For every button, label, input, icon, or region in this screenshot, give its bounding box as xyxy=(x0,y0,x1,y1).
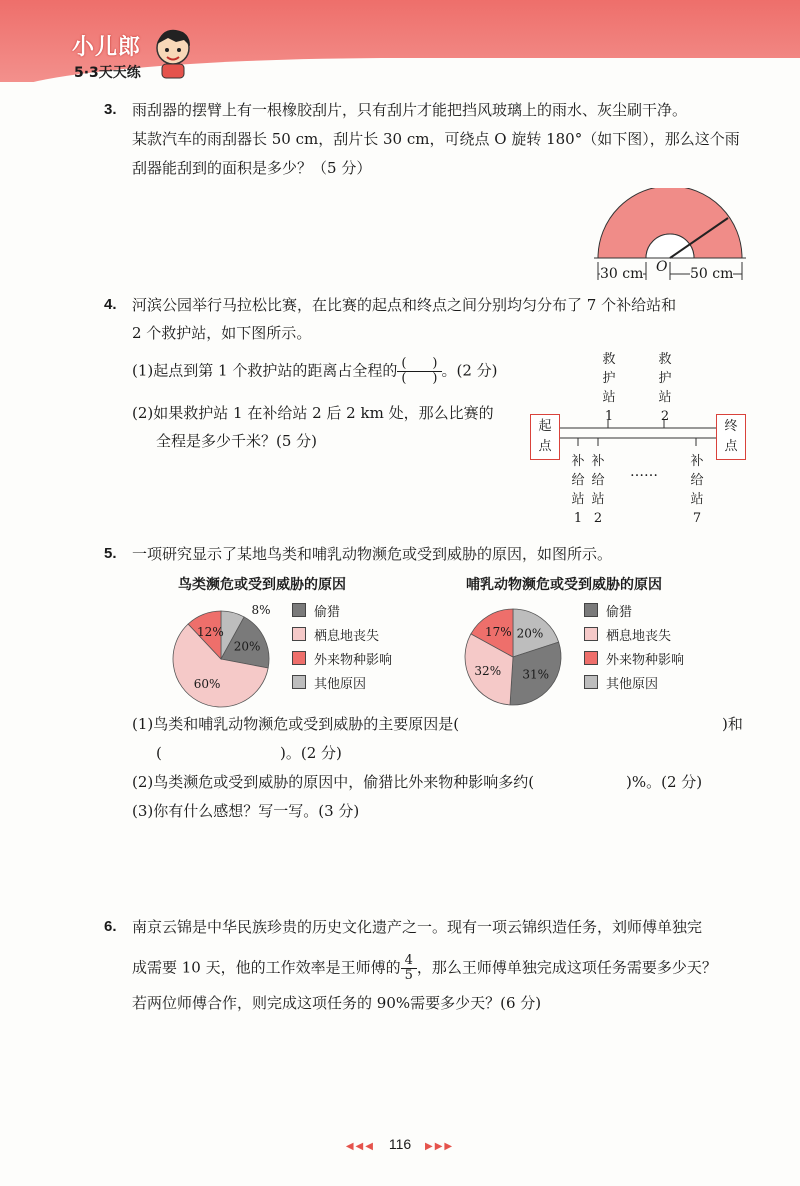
mammal-pie-chart xyxy=(458,602,568,712)
q6-line2 xyxy=(132,954,717,983)
q4-number: 4. xyxy=(104,296,117,313)
label-o: O xyxy=(656,259,668,275)
legend-swatch xyxy=(292,603,306,617)
q5-number: 5. xyxy=(104,545,117,562)
brand-logo-text: 小儿郎 xyxy=(72,35,142,60)
q6-fraction: $\frac{4}{5}$ xyxy=(401,954,417,983)
bird-legend xyxy=(292,598,392,694)
q6-line3: 若两位师傅合作，则完成这项任务的 90%需要多少天？(6 分) xyxy=(132,994,542,1012)
series-name: 5·3天天练 xyxy=(74,65,141,81)
page-footer xyxy=(0,1136,800,1152)
left-arrows-icon: ◀◀◀ xyxy=(345,1141,375,1152)
q3-line2: 某款汽车的雨刮器长 50 cm，刮片长 30 cm，可绕点 O 旋转 180°（如下图），那么这个雨 xyxy=(132,130,740,148)
q5-sub1-b: )和 xyxy=(722,715,743,733)
legend-label: 栖息地丧失 xyxy=(314,628,380,644)
start-point-box: 起点 xyxy=(530,414,560,460)
q5-sub2-b: )%。(2 分) xyxy=(626,773,703,791)
page-number: 116 xyxy=(388,1136,412,1152)
legend-swatch xyxy=(584,627,598,641)
legend-label: 偷猎 xyxy=(314,604,341,620)
legend-item xyxy=(292,622,392,646)
legend-item xyxy=(584,670,684,694)
mammal-legend xyxy=(584,598,684,694)
q4-sub1-suffix: 。(2 分) xyxy=(441,361,498,380)
q5-sub3: (3)你有什么感想？写一写。(3 分) xyxy=(132,802,360,820)
supply-station-7: 补给站 7 xyxy=(690,454,704,526)
q3-number: 3. xyxy=(104,101,117,118)
ellipsis: …… xyxy=(630,464,658,480)
mascot-icon xyxy=(150,26,196,80)
legend-swatch xyxy=(584,675,598,689)
bird-chart-title: 鸟类濒危或受到威胁的原因 xyxy=(178,577,346,593)
q4-sub1-prefix: (1)起点到第 1 个救护站的距离占全程的 xyxy=(132,361,398,380)
legend-swatch xyxy=(584,651,598,665)
q3-line1: 雨刮器的摆臂上有一根橡胶刮片，只有刮片才能把挡风玻璃上的雨水、灰尘刷干净。 xyxy=(132,101,688,119)
pie-label-1: 32% xyxy=(474,663,502,678)
q3-line3: 刮器能刮到的面积是多少？（5 分） xyxy=(132,159,372,177)
pie-label-0: 31% xyxy=(522,667,550,682)
label-30cm: 30 cm xyxy=(600,266,644,282)
legend-item xyxy=(292,670,392,694)
legend-item xyxy=(584,646,684,670)
end-point-box: 终点 xyxy=(716,414,746,460)
pie-label-3: 8% xyxy=(251,604,271,617)
supply-station-2: 补给站 2 xyxy=(591,454,605,526)
legend-label: 外来物种影响 xyxy=(606,652,685,668)
legend-swatch xyxy=(584,603,598,617)
q4-line2: 2 个救护站，如下图所示。 xyxy=(132,324,312,342)
rescue-station-1: 救护站 1 xyxy=(602,352,616,424)
mammal-chart-title: 哺乳动物濒危或受到威胁的原因 xyxy=(466,577,662,593)
legend-swatch xyxy=(292,627,306,641)
legend-item xyxy=(292,646,392,670)
q5-sub1-d: )。(2 分) xyxy=(280,744,342,762)
q6-line2-a: 成需要 10 天，他的工作效率是王师傅的 xyxy=(132,958,401,977)
q4-fraction: $\frac{( )}{( )}$ xyxy=(397,357,441,386)
q6-line1: 南京云锦是中华民族珍贵的历史文化遗产之一。现有一项云锦织造任务，刘师傅单独完 xyxy=(132,918,703,936)
q4-line1: 河滨公园举行马拉松比赛，在比赛的起点和终点之间分别均匀分布了 7 个补给站和 xyxy=(132,296,677,314)
q4-sub1 xyxy=(132,357,498,386)
legend-swatch xyxy=(292,651,306,665)
legend-label: 其他原因 xyxy=(606,676,659,692)
legend-label: 外来物种影响 xyxy=(314,652,393,668)
label-50cm: 50 cm xyxy=(690,266,734,282)
right-arrows-icon: ▶▶▶ xyxy=(425,1141,455,1152)
q6-number: 6. xyxy=(104,918,117,935)
legend-label: 偷猎 xyxy=(606,604,633,620)
legend-item xyxy=(584,598,684,622)
legend-swatch xyxy=(292,675,306,689)
q4-sub2-line1: (2)如果救护站 1 在补给站 2 后 2 km 处，那么比赛的 xyxy=(132,404,494,422)
legend-item xyxy=(584,622,684,646)
q5-sub1-a: (1)鸟类和哺乳动物濒危或受到威胁的主要原因是( xyxy=(132,715,460,733)
pie-label-2: 17% xyxy=(485,625,512,640)
bird-pie-chart xyxy=(166,604,276,714)
q4-sub2-line2: 全程是多少千米？(5 分) xyxy=(156,432,318,450)
q5-sub1-c: ( xyxy=(156,744,162,762)
legend-label: 栖息地丧失 xyxy=(606,628,672,644)
pie-label-2: 12% xyxy=(197,625,224,640)
legend-item xyxy=(292,598,392,622)
legend-label: 其他原因 xyxy=(314,676,367,692)
rescue-station-2: 救护站 2 xyxy=(658,352,672,424)
marathon-track xyxy=(556,420,718,450)
pie-label-3: 20% xyxy=(516,626,544,641)
q6-line2-b: ，那么王师傅单独完成这项任务需要多少天？ xyxy=(416,958,717,977)
q5-sub2-a: (2)鸟类濒危或受到威胁的原因中，偷猎比外来物种影响多约( xyxy=(132,773,535,791)
pie-label-1: 60% xyxy=(193,677,221,692)
q5-intro: 一项研究显示了某地鸟类和哺乳动物濒危或受到威胁的原因，如图所示。 xyxy=(132,545,613,563)
supply-station-1: 补给站 1 xyxy=(571,454,585,526)
pie-label-0: 20% xyxy=(233,639,261,654)
